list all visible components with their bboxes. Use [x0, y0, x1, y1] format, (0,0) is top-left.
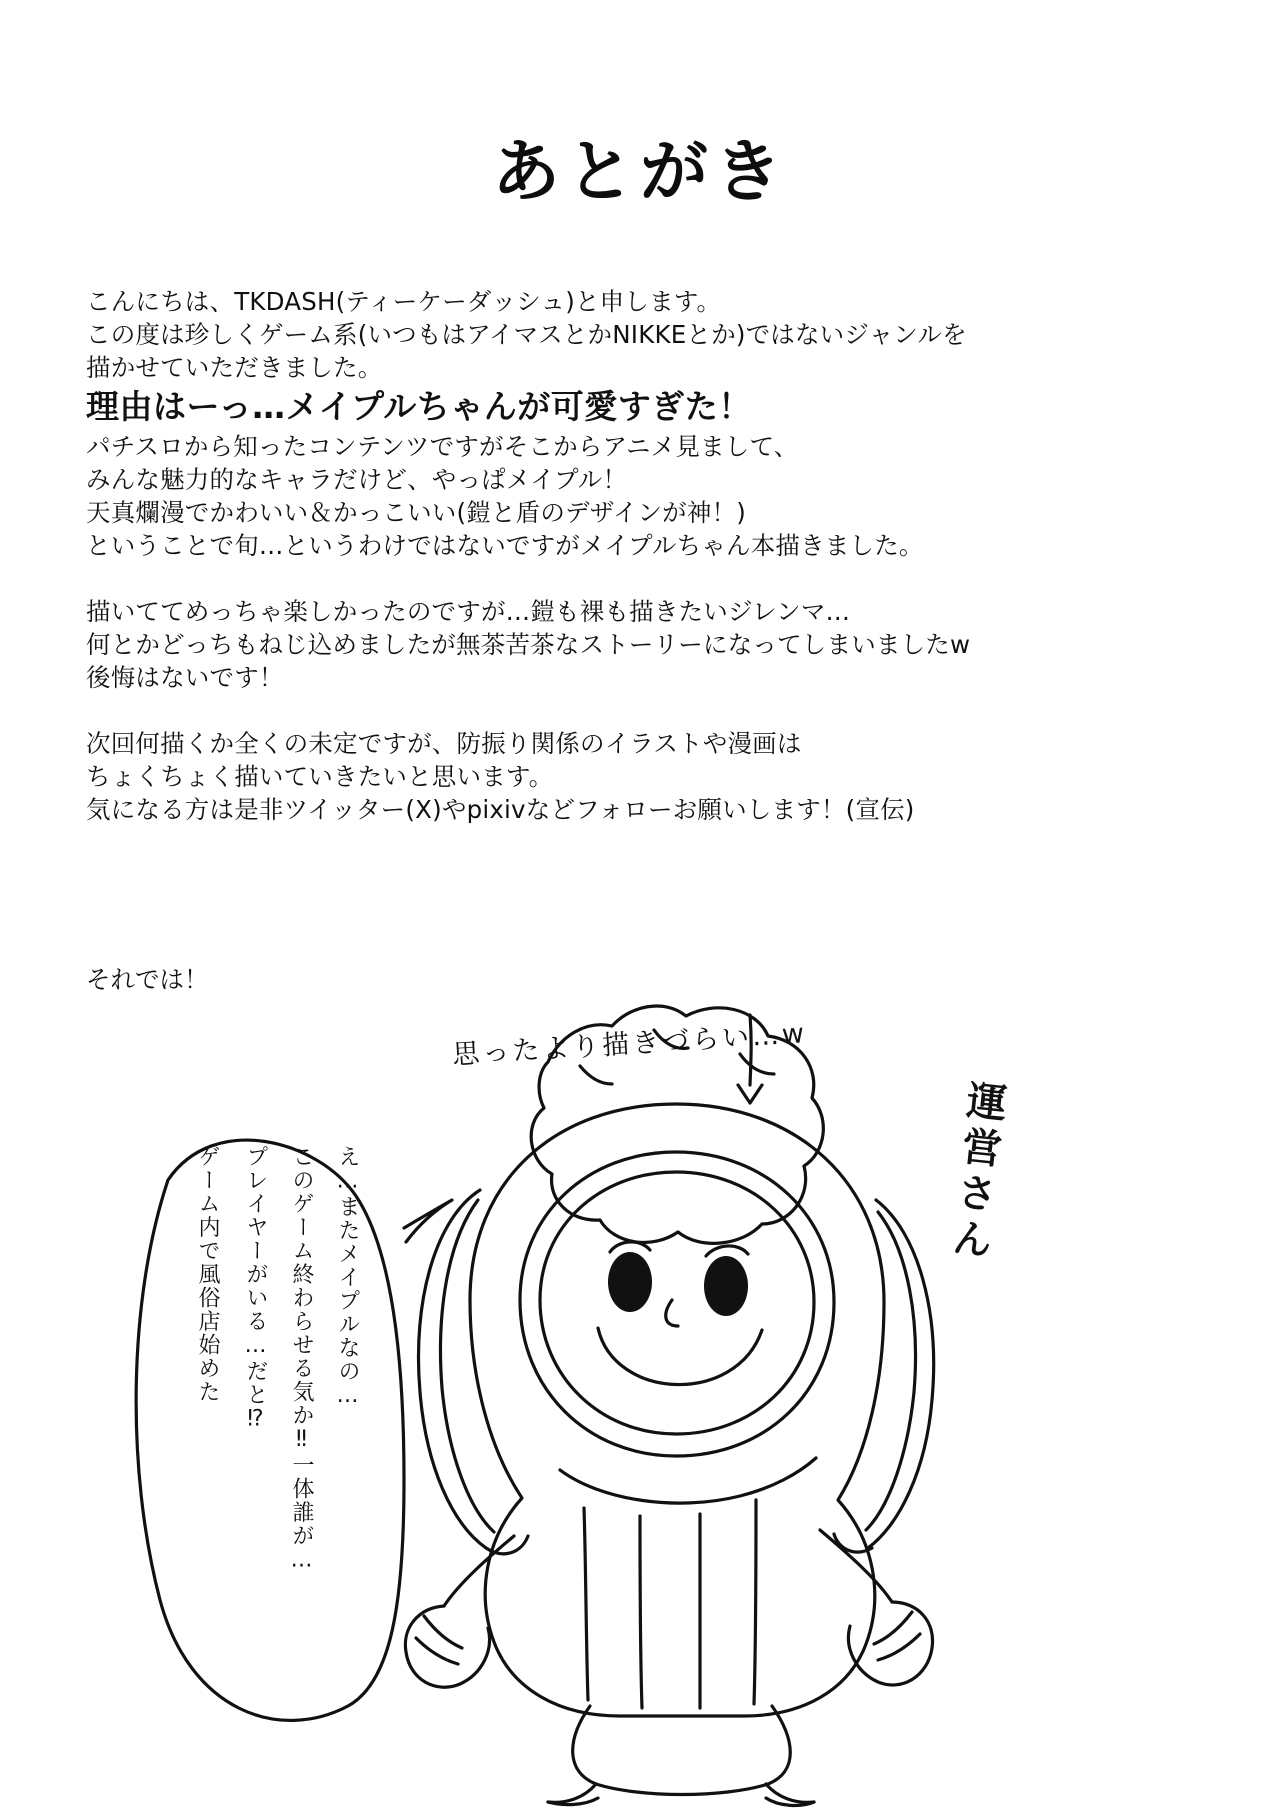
handwritten-note-top: 思ったより描きづらい…w [451, 1018, 808, 1071]
page-title: あとがき [491, 133, 788, 212]
paragraph-line: 何とかどっちもねじ込めましたが無茶苦茶なストーリーになってしまいましたw [86, 630, 971, 659]
sketch-illustration [0, 1000, 1280, 1808]
paragraph-spacer [86, 694, 1196, 727]
balloon-line: プレイヤーがいる…だと⁉ [243, 1145, 268, 1433]
paragraph-line: 次回何描くか全くの未定ですが、防振り関係のイラストや漫画は [86, 729, 802, 758]
paragraph-line: ということで旬…というわけではないですがメイプルちゃん本描きました。 [86, 531, 924, 560]
paragraph-line: パチスロから知ったコンテンツですがそこからアニメ見まして、 [86, 432, 799, 461]
paragraph-line: 気になる方は是非ツイッター(X)やpixivなどフォローお願いします！(宣伝) [86, 795, 915, 824]
paragraph-line: こんにちは、TKDASH(ティーケーダッシュ)と申します。 [86, 287, 722, 316]
paragraph-line: みんな魅力的なキャラだけど、やっぱメイプル！ [86, 465, 628, 494]
paragraph-line: この度は珍しくゲーム系(いつもはアイマスとかNIKKEとか)ではないジャンルを [86, 320, 967, 349]
paragraph-line: ちょくちょく描いていきたいと思います。 [86, 762, 554, 791]
paragraph-spacer [86, 562, 1196, 595]
paragraph-line: 天真爛漫でかわいい＆かっこいい(鎧と盾のデザインが神！) [86, 498, 746, 527]
balloon-line: ゲーム内で風俗店始めた [195, 1145, 220, 1404]
afterword-body [86, 285, 1196, 826]
paragraph-line: 描かせていただきました。 [86, 353, 383, 382]
balloon-line: このゲーム終わらせる気か‼一体誰が… [289, 1145, 314, 1574]
closing-line: それでは！ [86, 965, 209, 994]
handwritten-label-unei: 運営さん [943, 1078, 1009, 1266]
paragraph-line: 描いててめっちゃ楽しかったのですが…鎧も裸も描きたいジレンマ… [86, 597, 851, 626]
highlight-line: 理由はーっ…メイプルちゃんが可愛すぎた！ [86, 387, 752, 426]
balloon-line: え…またメイプルなの… [335, 1145, 360, 1410]
paragraph-line: 後悔はないです！ [86, 663, 284, 692]
